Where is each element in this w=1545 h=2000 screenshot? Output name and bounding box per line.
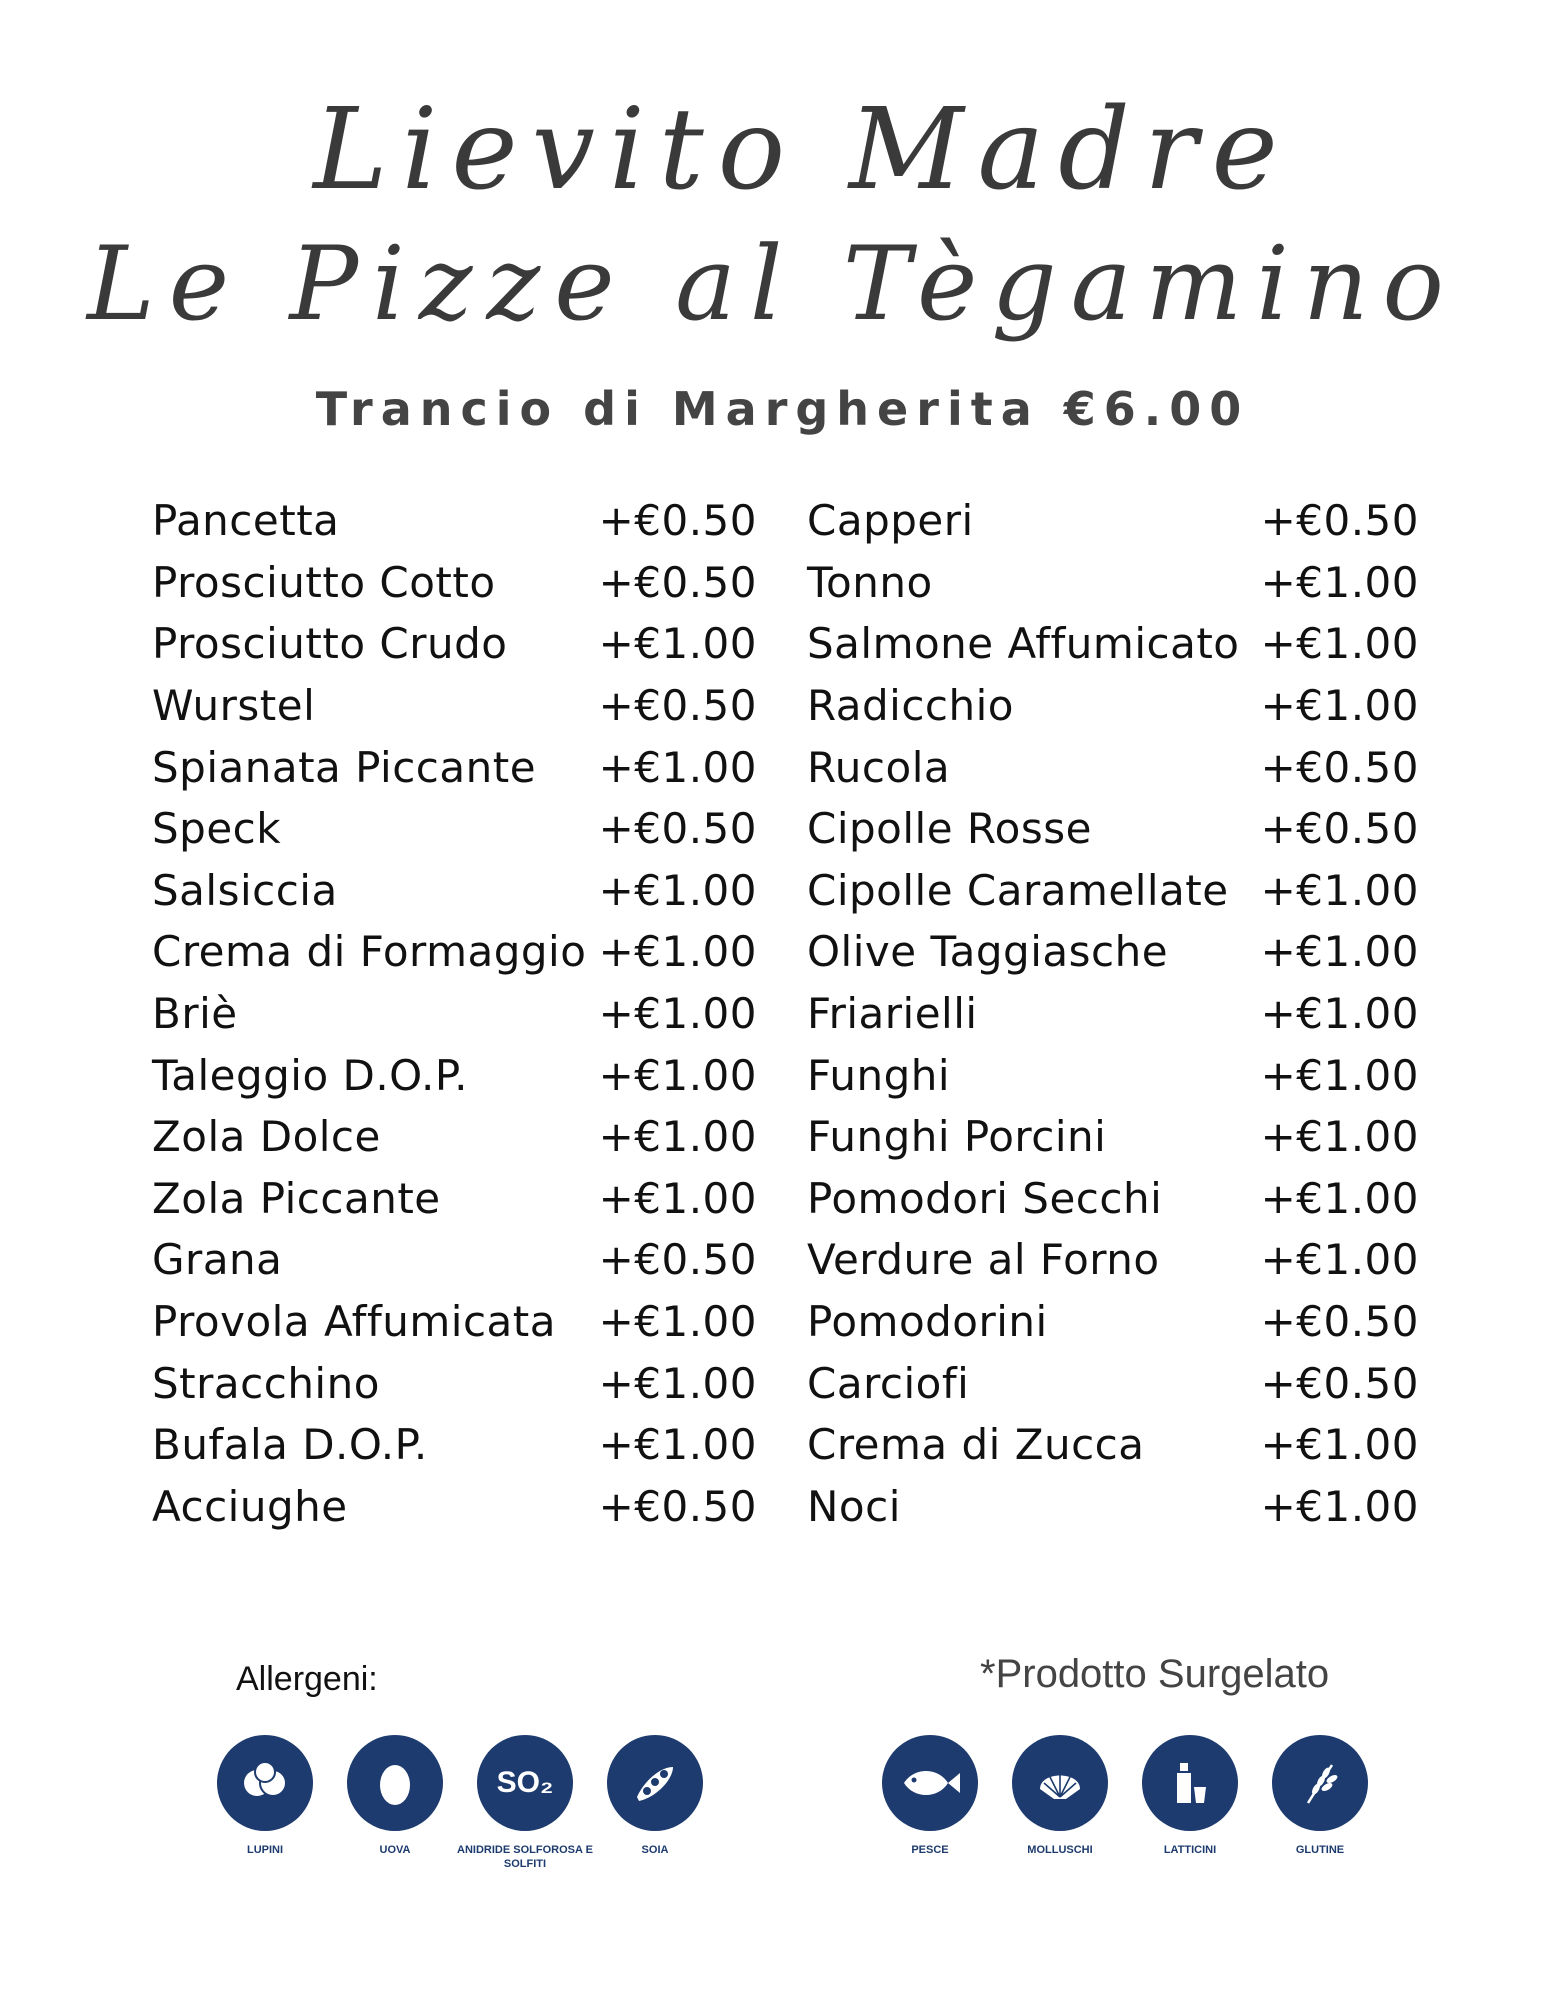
menu-item-name: Cipolle Rosse <box>807 804 1092 854</box>
menu-column-right <box>807 490 1419 1537</box>
menu-item <box>152 675 757 737</box>
menu-item <box>807 1044 1419 1106</box>
menu-item-price: +€0.50 <box>1260 804 1419 854</box>
menu-item-price: +€1.00 <box>1260 1481 1419 1531</box>
menu-item-price: +€0.50 <box>598 1235 757 1285</box>
allergen-pesce <box>860 1735 1000 1857</box>
shell-icon <box>1012 1735 1108 1831</box>
allergen-caption: LUPINI <box>246 1844 284 1856</box>
menu-item-price: +€1.00 <box>1260 1420 1419 1470</box>
menu-item-name: Prosciutto Cotto <box>152 557 496 607</box>
menu-item-price: +€1.00 <box>1260 557 1419 607</box>
so2-icon <box>477 1735 573 1831</box>
milk-icon <box>1142 1735 1238 1831</box>
menu-item-price: +€1.00 <box>1260 989 1419 1039</box>
menu-item-name: Pancetta <box>152 496 340 546</box>
menu-item-price: +€1.00 <box>598 619 757 669</box>
menu-item-name: Speck <box>152 804 282 854</box>
fish-icon <box>882 1735 978 1831</box>
wheat-icon <box>1272 1735 1368 1831</box>
menu-item-name: Rucola <box>807 742 951 792</box>
menu-item <box>807 675 1419 737</box>
menu-item-price: +€0.50 <box>598 557 757 607</box>
allergens-label: Allergeni: <box>236 1660 378 1698</box>
menu-item-price: +€0.50 <box>1260 1297 1419 1347</box>
menu-item-name: Pomodori Secchi <box>807 1173 1163 1223</box>
menu-item-price: +€1.00 <box>598 1112 757 1162</box>
lupini-icon <box>217 1735 313 1831</box>
menu-item-name: Crema di Zucca <box>807 1420 1145 1470</box>
menu-item-name: Friarielli <box>807 989 978 1039</box>
menu-item-name: Provola Affumicata <box>152 1297 556 1347</box>
menu-item <box>152 1229 757 1291</box>
menu-item-price: +€1.00 <box>1260 1112 1419 1162</box>
menu-item <box>152 736 757 798</box>
title-line-1: Lievito Madre <box>313 85 1292 215</box>
allergen-caption: PESCE <box>911 1844 949 1856</box>
menu-item-name: Capperi <box>807 496 974 546</box>
menu-item <box>152 1168 757 1230</box>
menu-item-name: Grana <box>152 1235 283 1285</box>
menu-item-name: Funghi Porcini <box>807 1112 1107 1162</box>
title-line-2: Le Pizze al Tègamino <box>87 225 1458 344</box>
menu-item <box>807 1106 1419 1168</box>
menu-item-price: +€1.00 <box>1260 927 1419 977</box>
allergen-lupini <box>195 1735 335 1857</box>
menu-item <box>152 1476 757 1538</box>
menu-item <box>152 983 757 1045</box>
menu-item <box>152 921 757 983</box>
menu-item-name: Verdure al Forno <box>807 1235 1160 1285</box>
allergen-soia <box>585 1735 725 1857</box>
menu-item-name: Pomodorini <box>807 1297 1048 1347</box>
menu-item-price: +€1.00 <box>1260 1050 1419 1100</box>
base-item-price: Trancio di Margherita €6.00 <box>315 382 1250 436</box>
menu-item <box>807 613 1419 675</box>
menu-item-name: Funghi <box>807 1050 951 1100</box>
menu-item-name: Acciughe <box>152 1481 348 1531</box>
menu-item-name: Zola Dolce <box>152 1112 381 1162</box>
allergen-glutine <box>1250 1735 1390 1857</box>
so2-glyph: SO₂ <box>496 1766 554 1799</box>
menu-item-price: +€1.00 <box>598 742 757 792</box>
allergen-uova <box>325 1735 465 1857</box>
menu-item-price: +€0.50 <box>1260 1358 1419 1408</box>
allergen-caption: ANIDRIDE SOLFOROSA E SOLFITI <box>457 1844 593 1870</box>
menu-item <box>807 552 1419 614</box>
menu-item <box>807 921 1419 983</box>
allergen-caption: UOVA <box>379 1844 411 1856</box>
menu-item-price: +€1.00 <box>598 1420 757 1470</box>
menu-item-price: +€1.00 <box>1260 681 1419 731</box>
menu-item-name: Olive Taggiasche <box>807 927 1169 977</box>
menu-item-price: +€0.50 <box>598 496 757 546</box>
menu-item <box>807 1414 1419 1476</box>
menu-item <box>807 1352 1419 1414</box>
frozen-note: *Prodotto Surgelato <box>980 1652 1330 1696</box>
menu-item-name: Cipolle Caramellate <box>807 865 1229 915</box>
menu-item <box>152 1352 757 1414</box>
menu-item-price: +€0.50 <box>598 1481 757 1531</box>
menu-item-price: +€1.00 <box>598 865 757 915</box>
allergen-caption: SOIA <box>641 1844 669 1856</box>
menu-item-name: Tonno <box>807 557 933 607</box>
allergen-caption: LATTICINI <box>1163 1844 1217 1856</box>
menu-item <box>807 1291 1419 1353</box>
menu-item-name: Salsiccia <box>152 865 338 915</box>
menu-item-name: Prosciutto Crudo <box>152 619 508 669</box>
menu-item-name: Zola Piccante <box>152 1173 441 1223</box>
menu-column-left <box>152 490 757 1537</box>
menu-item-price: +€1.00 <box>598 1173 757 1223</box>
soy-icon <box>607 1735 703 1831</box>
menu-item-price: +€1.00 <box>598 1050 757 1100</box>
menu-item <box>152 552 757 614</box>
menu-item-name: Bufala D.O.P. <box>152 1420 428 1470</box>
menu-item-price: +€0.50 <box>1260 742 1419 792</box>
menu-item-name: Briè <box>152 989 238 1039</box>
menu-item-price: +€1.00 <box>1260 1173 1419 1223</box>
menu-item <box>152 1291 757 1353</box>
egg-icon <box>347 1735 443 1831</box>
menu-item-price: +€1.00 <box>1260 619 1419 669</box>
menu-item <box>152 1044 757 1106</box>
allergen-molluschi <box>990 1735 1130 1857</box>
menu-item-name: Salmone Affumicato <box>807 619 1240 669</box>
menu-item <box>807 736 1419 798</box>
menu-item-name: Radicchio <box>807 681 1014 731</box>
menu-item-price: +€0.50 <box>598 681 757 731</box>
allergen-latticini <box>1120 1735 1260 1857</box>
menu-item <box>152 490 757 552</box>
menu-item-name: Stracchino <box>152 1358 380 1408</box>
menu-item <box>152 1106 757 1168</box>
menu-item-name: Carciofi <box>807 1358 970 1408</box>
menu-item-price: +€0.50 <box>598 804 757 854</box>
menu-item-price: +€1.00 <box>598 989 757 1039</box>
menu-item <box>152 613 757 675</box>
menu-item <box>807 860 1419 922</box>
menu-item-name: Taleggio D.O.P. <box>152 1050 469 1100</box>
menu-item <box>807 1476 1419 1538</box>
menu-item-name: Wurstel <box>152 681 316 731</box>
menu-item <box>152 1414 757 1476</box>
menu-item <box>152 860 757 922</box>
allergen-solfiti <box>455 1735 595 1871</box>
menu-item <box>807 983 1419 1045</box>
allergen-caption: GLUTINE <box>1295 1844 1345 1856</box>
menu-item-price: +€1.00 <box>598 1297 757 1347</box>
menu-item-name: Crema di Formaggio <box>152 927 587 977</box>
allergen-caption: MOLLUSCHI <box>1027 1844 1093 1856</box>
menu-item-price: +€1.00 <box>598 927 757 977</box>
menu-item <box>807 490 1419 552</box>
menu-item <box>807 1229 1419 1291</box>
menu-item-name: Spianata Piccante <box>152 742 537 792</box>
menu-item-name: Noci <box>807 1481 901 1531</box>
menu-item-price: +€1.00 <box>1260 1235 1419 1285</box>
menu-item-price: +€0.50 <box>1260 496 1419 546</box>
menu-item <box>807 798 1419 860</box>
menu-item <box>152 798 757 860</box>
menu-item <box>807 1168 1419 1230</box>
menu-item-price: +€1.00 <box>1260 865 1419 915</box>
menu-item-price: +€1.00 <box>598 1358 757 1408</box>
